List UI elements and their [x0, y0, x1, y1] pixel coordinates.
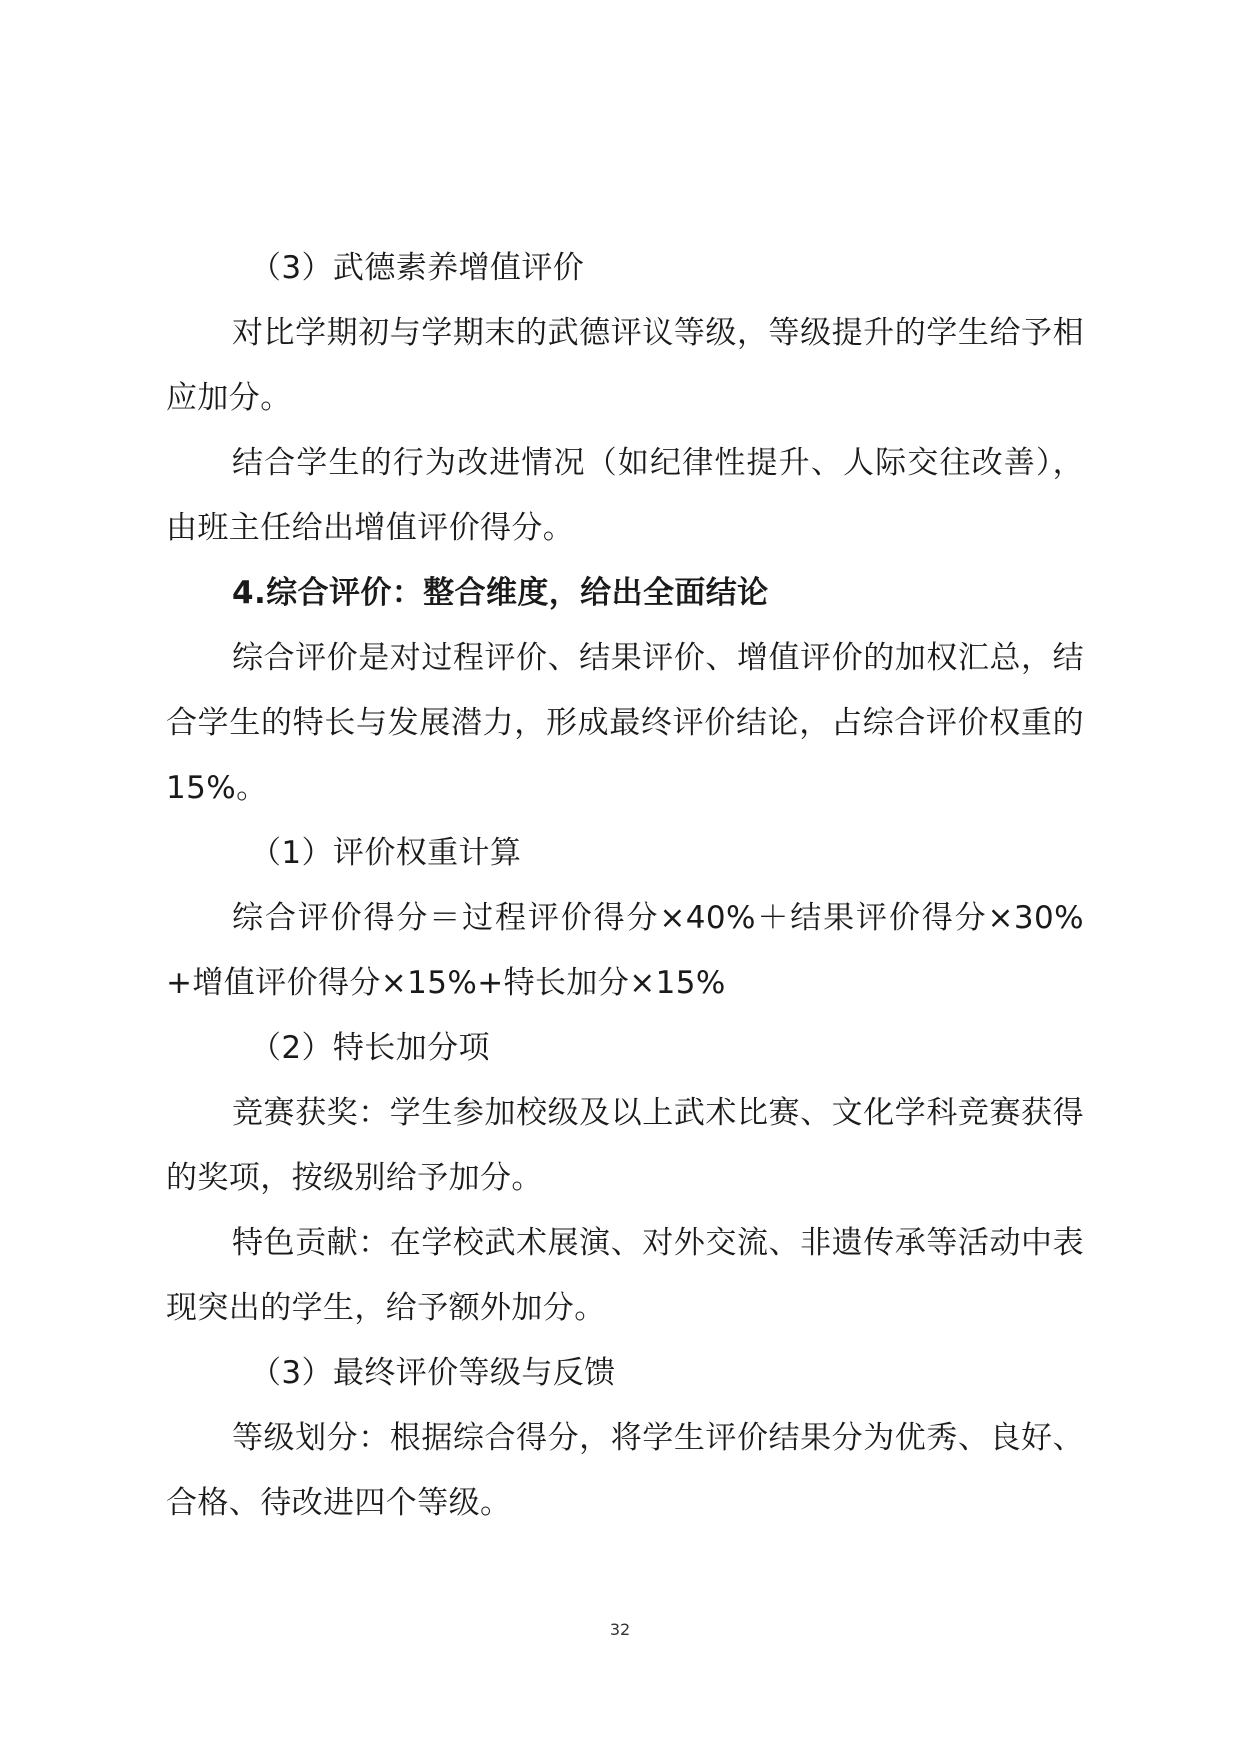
- subsection-heading-wude-value-added: （3）武德素养增值评价: [250, 250, 585, 286]
- paragraph-comprehensive-definition: 综合评价是对过程评价、结果评价、增值评价的加权汇总，结合学生的特长与发展潜力，形成最终评价结论，占综合评价权重的 15%。: [166, 640, 1084, 806]
- paragraph-wude-comparison: 对比学期初与学期末的武德评议等级，等级提升的学生给予相应加分。: [166, 315, 1084, 416]
- page-number: 32: [609, 1620, 631, 1639]
- subsection-heading-weight-calculation: （1）评价权重计算: [250, 835, 522, 871]
- section-heading-comprehensive-evaluation: 4.综合评价：整合维度，给出全面结论: [232, 575, 769, 611]
- paragraph-behavior-improvement: 结合学生的行为改进情况（如纪律性提升、人际交往改善），由班主任给出增值评价得分。: [166, 445, 1084, 546]
- paragraph-competition-awards: 竞赛获奖：学生参加校级及以上武术比赛、文化学科竞赛获得的奖项，按级别给予加分。: [166, 1095, 1084, 1196]
- subsection-heading-specialty-bonus: （2）特长加分项: [250, 1030, 490, 1066]
- subsection-heading-final-grade: （3）最终评价等级与反馈: [250, 1355, 616, 1391]
- paragraph-score-formula: 综合评价得分＝过程评价得分×40%＋结果评价得分×30%+增值评价得分×15%+特长加分×15%: [166, 900, 1084, 1001]
- page-content: [166, 236, 1084, 1536]
- paragraph-grade-division: 等级划分：根据综合得分，将学生评价结果分为优秀、良好、合格、待改进四个等级。: [166, 1420, 1084, 1521]
- paragraph-special-contribution: 特色贡献：在学校武术展演、对外交流、非遗传承等活动中表现突出的学生，给予额外加分。: [166, 1225, 1084, 1326]
